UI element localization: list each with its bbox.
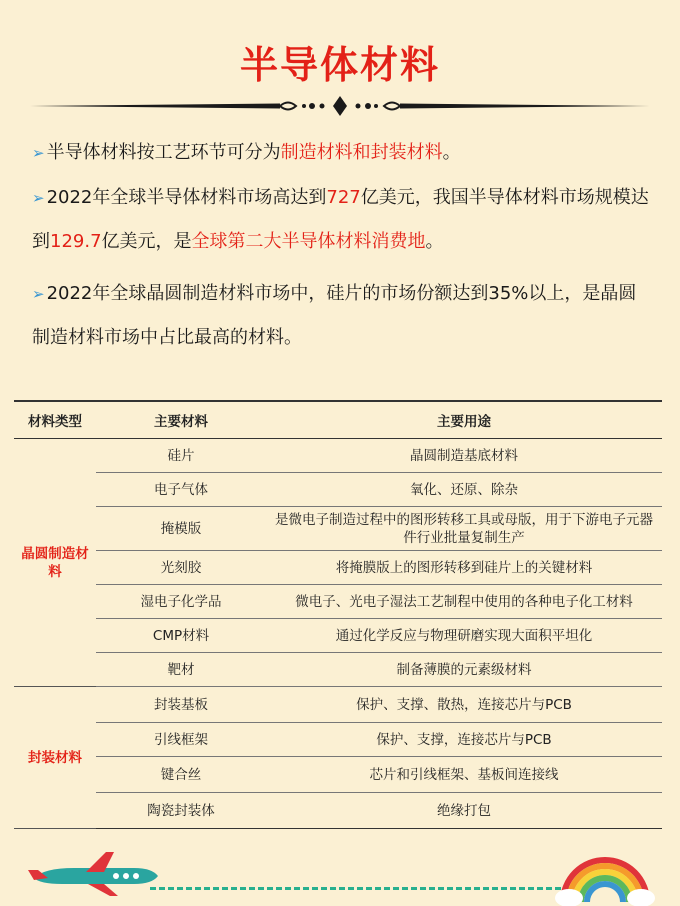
- table-row: [14, 793, 662, 829]
- paragraph-text: 半导体材料按工艺环节可分为: [46, 142, 281, 163]
- intro-paragraph-1: [32, 131, 652, 175]
- materials-table: [14, 400, 662, 829]
- use-cell: 芯片和引线框架、基板间连接线: [266, 757, 662, 793]
- divider-ornament: [30, 94, 650, 118]
- table-row: [14, 507, 662, 551]
- table-row: [14, 619, 662, 653]
- material-cell: 封装基板: [96, 687, 266, 723]
- use-cell: 保护、支撑，连接芯片与PCB: [266, 723, 662, 757]
- use-cell: 绝缘打包: [266, 793, 662, 829]
- flight-path-dashes: [150, 887, 570, 890]
- use-cell: 制备薄膜的元素级材料: [266, 653, 662, 687]
- paragraph-text: 亿美元，是: [101, 231, 192, 252]
- category-cell: 封装材料: [14, 687, 96, 829]
- material-cell: 靶材: [96, 653, 266, 687]
- table-row: [14, 687, 662, 723]
- use-cell: 是微电子制造过程中的图形转移工具或母版，用于下游电子元器件行业批量复制生产: [266, 507, 662, 551]
- highlight-text: 727: [326, 187, 361, 208]
- intro-paragraph-2: [32, 176, 652, 264]
- paragraph-text: 2022年全球晶圆制造材料市场中，硅片的市场份额达到35%以上，是晶圆制造材料市场中占比最高的材料。: [32, 283, 637, 348]
- highlight-text: 制造材料和封装材料: [280, 142, 443, 163]
- paragraph-text: 亿美元，我国半导体材料市场规模达到: [32, 187, 649, 252]
- use-cell: 晶圆制造基底材料: [266, 439, 662, 473]
- material-cell: 引线框架: [96, 723, 266, 757]
- paragraph-text: 。: [425, 231, 444, 252]
- category-cell: 晶圆制造材料: [14, 439, 96, 687]
- table-row: [14, 653, 662, 687]
- material-cell: 键合丝: [96, 757, 266, 793]
- paragraph-text: 2022年全球半导体材料市场高达到: [46, 187, 327, 208]
- material-cell: 掩模版: [96, 507, 266, 551]
- bullet-arrow-icon: ➢: [32, 144, 45, 162]
- header-material: 主要材料: [96, 401, 266, 439]
- bullet-arrow-icon: ➢: [32, 285, 45, 303]
- bullet-arrow-icon: ➢: [32, 189, 45, 207]
- paragraph-text: 。: [442, 142, 461, 163]
- highlight-text: 129.7: [50, 231, 102, 252]
- table-row: [14, 439, 662, 473]
- table-header-row: [14, 401, 662, 439]
- use-cell: 微电子、光电子湿法工艺制程中使用的各种电子化工材料: [266, 585, 662, 619]
- header-use: 主要用途: [266, 401, 662, 439]
- table-row: [14, 473, 662, 507]
- material-cell: CMP材料: [96, 619, 266, 653]
- header-category: 材料类型: [14, 401, 96, 439]
- intro-paragraph-3: [32, 272, 652, 360]
- material-cell: 光刻胶: [96, 551, 266, 585]
- material-cell: 电子气体: [96, 473, 266, 507]
- use-cell: 氧化、还原、除杂: [266, 473, 662, 507]
- use-cell: 通过化学反应与物理研磨实现大面积平坦化: [266, 619, 662, 653]
- use-cell: 将掩膜版上的图形转移到硅片上的关键材料: [266, 551, 662, 585]
- page-title: 半导体材料: [239, 43, 440, 87]
- material-cell: 硅片: [96, 439, 266, 473]
- highlight-text: 全球第二大半导体材料消费地: [191, 231, 426, 252]
- table-row: [14, 723, 662, 757]
- use-cell: 保护、支撑、散热，连接芯片与PCB: [266, 687, 662, 723]
- material-cell: 湿电子化学品: [96, 585, 266, 619]
- table-row: [14, 551, 662, 585]
- rainbow-cloud-icon: [555, 850, 655, 906]
- material-cell: 陶瓷封装体: [96, 793, 266, 829]
- table-row: [14, 585, 662, 619]
- table-row: [14, 757, 662, 793]
- airplane-icon: [26, 848, 166, 898]
